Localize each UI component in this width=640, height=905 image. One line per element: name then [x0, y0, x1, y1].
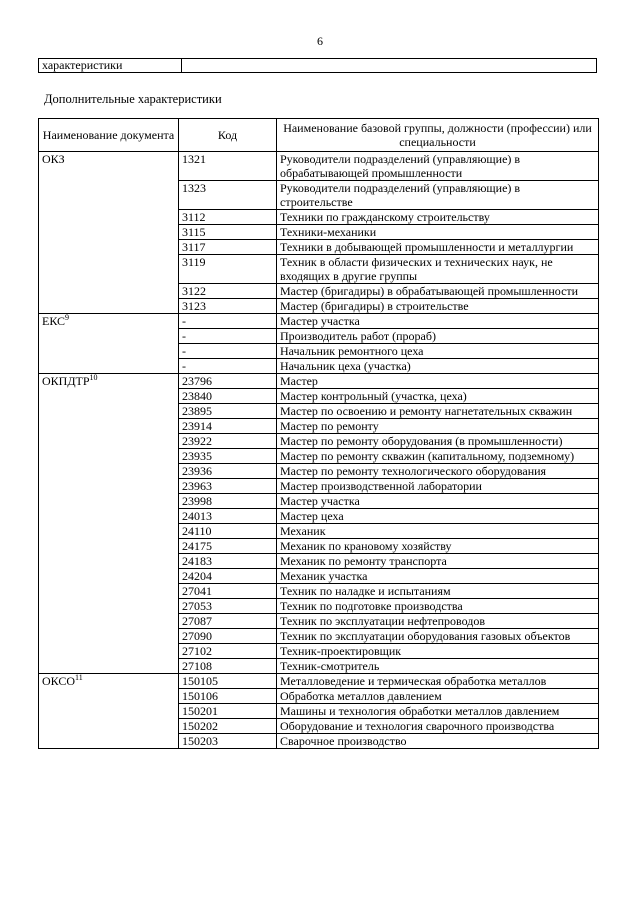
code-cell: 27090 — [179, 629, 277, 644]
code-cell: 3115 — [179, 225, 277, 240]
occupation-cell: Производитель работ (прораб) — [277, 329, 599, 344]
document-name: ОКПДТР — [42, 374, 90, 388]
document-name-cell — [39, 152, 179, 314]
code-cell: 3112 — [179, 210, 277, 225]
top-row — [38, 58, 597, 73]
occupation-cell: Техник по эксплуатации нефтепроводов — [277, 614, 599, 629]
document-name: ОКСО — [42, 674, 76, 688]
code-cell: 23840 — [179, 389, 277, 404]
footnote-ref: 10 — [89, 373, 98, 382]
occupation-cell: Мастер по ремонту технологического оборудования — [277, 464, 599, 479]
code-cell: 150105 — [179, 674, 277, 689]
occupation-cell: Техники-механики — [277, 225, 599, 240]
code-cell: 27087 — [179, 614, 277, 629]
occupation-cell: Техник по эксплуатации оборудования газовых объектов — [277, 629, 599, 644]
characteristics-table — [38, 118, 599, 749]
code-cell: 150202 — [179, 719, 277, 734]
document-name: ЕКС — [42, 314, 66, 328]
header-code: Код — [179, 119, 277, 152]
occupation-cell: Механик по ремонту транспорта — [277, 554, 599, 569]
code-cell: 1321 — [179, 152, 277, 181]
footnote-ref: 11 — [75, 673, 83, 682]
footnote-ref: 9 — [65, 313, 70, 322]
code-cell: 24175 — [179, 539, 277, 554]
occupation-cell: Техники по гражданскому строительству — [277, 210, 599, 225]
table-header-row — [39, 119, 599, 152]
code-cell: 24183 — [179, 554, 277, 569]
table-body — [39, 152, 599, 749]
occupation-cell: Мастер — [277, 374, 599, 389]
code-cell: 23914 — [179, 419, 277, 434]
occupation-cell: Мастер цеха — [277, 509, 599, 524]
header-document: Наименование документа — [39, 119, 179, 152]
occupation-cell: Мастер по ремонту оборудования (в промышленности) — [277, 434, 599, 449]
code-cell: 24110 — [179, 524, 277, 539]
occupation-cell: Механик по крановому хозяйству — [277, 539, 599, 554]
occupation-cell: Мастер контрольный (участка, цеха) — [277, 389, 599, 404]
occupation-cell: Мастер (бригадиры) в обрабатывающей промышленности — [277, 284, 599, 299]
occupation-cell: Оборудование и технология сварочного производства — [277, 719, 599, 734]
code-cell: 23796 — [179, 374, 277, 389]
code-cell: 23998 — [179, 494, 277, 509]
top-row-label: характеристики — [39, 59, 182, 72]
code-cell: 23935 — [179, 449, 277, 464]
occupation-cell: Механик — [277, 524, 599, 539]
section-title: Дополнительные характеристики — [44, 92, 222, 106]
occupation-cell: Техники в добывающей промышленности и металлургии — [277, 240, 599, 255]
table-row — [39, 374, 599, 389]
code-cell: 3119 — [179, 255, 277, 284]
occupation-cell: Мастер по освоению и ремонту нагнетательных скважин — [277, 404, 599, 419]
code-cell: 3117 — [179, 240, 277, 255]
document-name-cell — [39, 374, 179, 674]
code-cell: 23963 — [179, 479, 277, 494]
occupation-cell: Обработка металлов давлением — [277, 689, 599, 704]
code-cell: 150106 — [179, 689, 277, 704]
code-cell: 23936 — [179, 464, 277, 479]
table-row — [39, 152, 599, 181]
code-cell: 23895 — [179, 404, 277, 419]
code-cell: 27053 — [179, 599, 277, 614]
code-cell: - — [179, 344, 277, 359]
document-name-cell — [39, 674, 179, 749]
occupation-cell: Мастер (бригадиры) в строительстве — [277, 299, 599, 314]
occupation-cell: Техник по подготовке производства — [277, 599, 599, 614]
table-row — [39, 314, 599, 329]
top-row-value — [182, 59, 596, 72]
occupation-cell: Металловедение и термическая обработка металлов — [277, 674, 599, 689]
document-name: ОКЗ — [42, 152, 65, 166]
table-row — [39, 674, 599, 689]
occupation-cell: Сварочное производство — [277, 734, 599, 749]
code-cell: 3123 — [179, 299, 277, 314]
occupation-cell: Техник-проектировщик — [277, 644, 599, 659]
code-cell: 27108 — [179, 659, 277, 674]
occupation-cell: Механик участка — [277, 569, 599, 584]
occupation-cell: Руководители подразделений (управляющие) в строительстве — [277, 181, 599, 210]
occupation-cell: Техник по наладке и испытаниям — [277, 584, 599, 599]
header-name: Наименование базовой группы, должности (профессии) или специальности — [277, 119, 599, 152]
page-number: 6 — [317, 34, 323, 48]
code-cell: 1323 — [179, 181, 277, 210]
occupation-cell: Начальник цеха (участка) — [277, 359, 599, 374]
code-cell: - — [179, 359, 277, 374]
code-cell: 24204 — [179, 569, 277, 584]
occupation-cell: Техник в области физических и технических наук, не входящих в другие группы — [277, 255, 599, 284]
document-name-cell — [39, 314, 179, 374]
code-cell: 150201 — [179, 704, 277, 719]
code-cell: 150203 — [179, 734, 277, 749]
occupation-cell: Мастер по ремонту — [277, 419, 599, 434]
occupation-cell: Мастер производственной лаборатории — [277, 479, 599, 494]
occupation-cell: Машины и технология обработки металлов давлением — [277, 704, 599, 719]
occupation-cell: Мастер по ремонту скважин (капитальному, подземному) — [277, 449, 599, 464]
code-cell: - — [179, 329, 277, 344]
occupation-cell: Техник-смотритель — [277, 659, 599, 674]
code-cell: 24013 — [179, 509, 277, 524]
code-cell: 27041 — [179, 584, 277, 599]
occupation-cell: Мастер участка — [277, 494, 599, 509]
occupation-cell: Руководители подразделений (управляющие) в обрабатывающей промышленности — [277, 152, 599, 181]
code-cell: 23922 — [179, 434, 277, 449]
occupation-cell: Мастер участка — [277, 314, 599, 329]
occupation-cell: Начальник ремонтного цеха — [277, 344, 599, 359]
code-cell: 3122 — [179, 284, 277, 299]
code-cell: - — [179, 314, 277, 329]
code-cell: 27102 — [179, 644, 277, 659]
